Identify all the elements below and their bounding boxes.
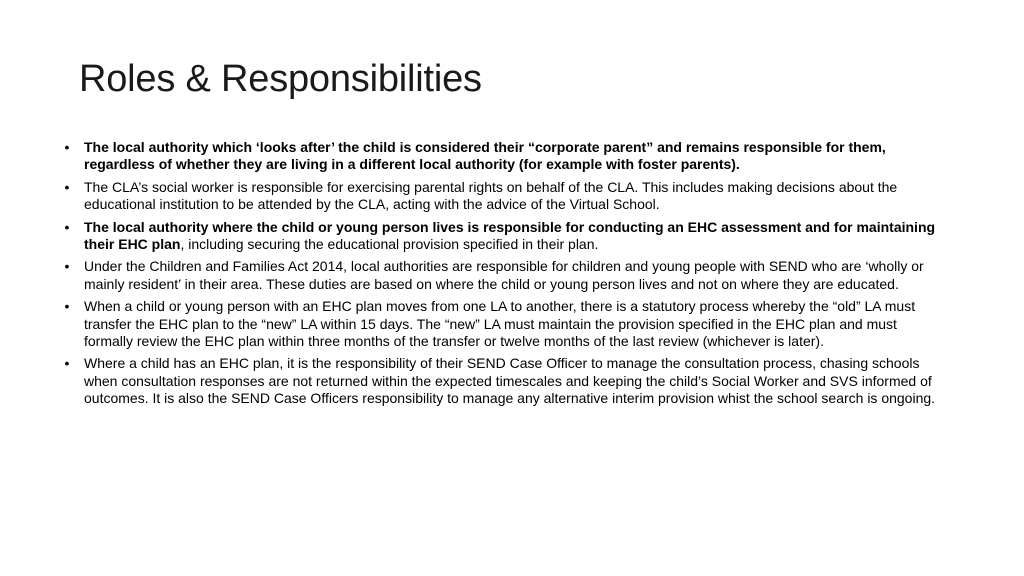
bullet-text: Under the Children and Families Act 2014, local authorities are responsible for children and young people with SEND who are ‘wholly or mainly resident’ in their area. These duties are based on where the child or young person lives and not on where they are educated. [84,258,924,292]
bullet-bold-text: The local authority which ‘looks after’ the child is considered their “corporate parent” and remains responsible for them, regardless of whether they are living in a different local authority (for example with foster parents). [84,139,886,173]
bullet-item [60,355,940,407]
bullet-text: , including securing the educational provision specified in their plan. [180,236,599,253]
bullet-item [60,139,940,174]
bullet-icon: • [64,218,70,235]
bullet-text: The CLA’s social worker is responsible for exercising parental rights on behalf of the CLA. This includes making decisions about the educational institution to be attended by the CLA, acting with the advice of the Virtual School. [84,178,898,213]
slide-title: Roles & Responsibilities [79,58,482,100]
bullet-item [60,179,940,214]
bullet-icon: • [64,298,70,315]
bullet-text: Where a child has an EHC plan, it is the responsibility of their SEND Case Officer to manage the consultation process, chasing schools when consultation responses are not returned within the expected timescales and keeping the child’s Social Worker and SVS informed of outcomes. It is also the SEND Case Officers responsibility to manage any alternative interim provision whist the school search is ongoing. [84,355,936,407]
bullet-item [60,298,940,350]
bullet-icon: • [64,355,70,372]
bullet-icon: • [64,258,70,275]
bullet-item [60,219,940,254]
bullet-icon: • [64,139,70,155]
bullet-list [60,139,940,413]
bullet-text: When a child or young person with an EHC plan moves from one LA to another, there is a statutory process whereby the “old” LA must transfer the EHC plan to the “new” LA within 15 days. The “new” LA must maintain the provision specified in the EHC plan and must formally review the EHC plan within three months of the transfer or twelve months of the last review (whichever is later). [84,298,916,350]
bullet-item [60,258,940,293]
bullet-icon: • [64,178,70,195]
bullet-bold-text: The local authority where the child or young person lives is responsible for conducting an EHC assessment and for maintaining their EHC plan [84,218,936,253]
